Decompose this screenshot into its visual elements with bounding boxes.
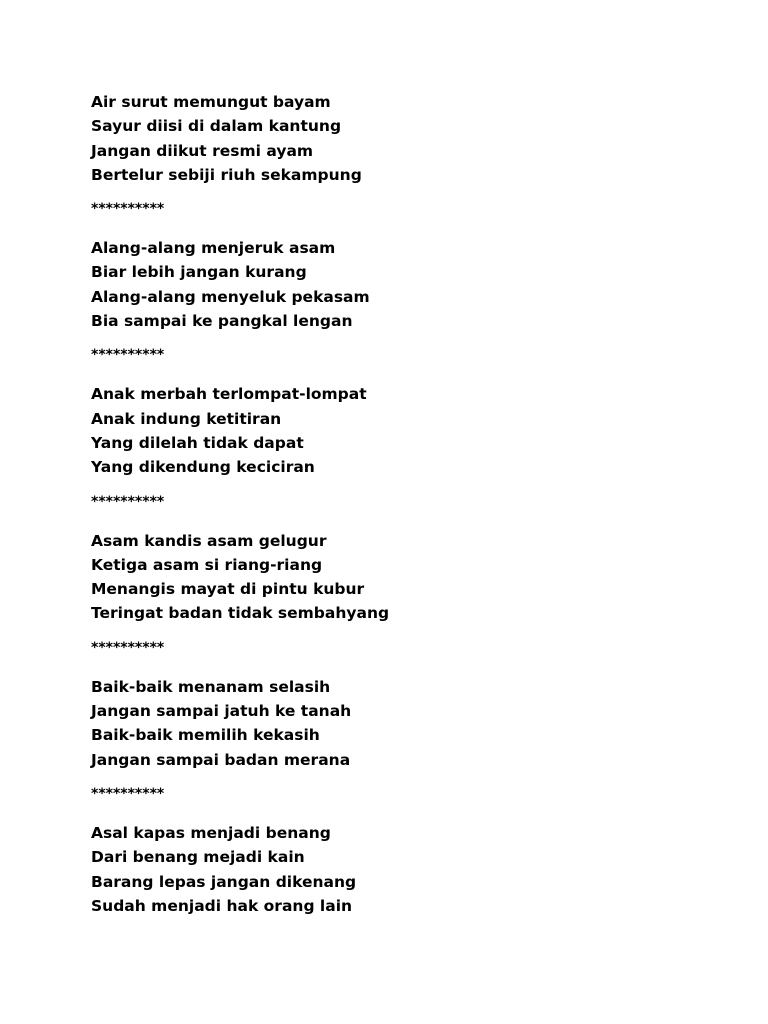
stanza-line: Alang-alang menjeruk asam xyxy=(91,239,336,258)
pantun-stanza-4 xyxy=(91,529,711,626)
stanza-line: Menangis mayat di pintu kubur xyxy=(91,580,365,599)
stanza-line: Barang lepas jangan dikenang xyxy=(91,872,357,891)
stanza-line: Baik-baik memilih kekasih xyxy=(91,726,320,745)
pantun-stanza-5 xyxy=(91,675,711,772)
stanza-line: Ketiga asam si riang-riang xyxy=(91,555,323,574)
stanza-line: Jangan sampai badan merana xyxy=(91,750,351,769)
stanza-line: Asam kandis asam gelugur xyxy=(91,531,327,550)
stanza-line: Anak indung ketitiran xyxy=(91,409,282,428)
stanza-line: Yang dikendung keciciran xyxy=(91,458,315,477)
stanza-line: Dari benang mejadi kain xyxy=(91,848,305,867)
stanza-line: Sayur diisi di dalam kantung xyxy=(91,117,342,136)
stanza-line: Yang dilelah tidak dapat xyxy=(91,433,304,452)
stanza-line: Asal kapas menjadi benang xyxy=(91,823,331,842)
stanza-line: Jangan diikut resmi ayam xyxy=(91,141,314,160)
stanza-line: Bia sampai ke pangkal lengan xyxy=(91,312,353,331)
document-page xyxy=(91,90,711,918)
stanza-separator: ********** xyxy=(91,785,165,802)
stanza-line: Anak merbah terlompat-lompat xyxy=(91,385,367,404)
stanza-line: Biar lebih jangan kurang xyxy=(91,263,307,282)
stanza-line: Alang-alang menyeluk pekasam xyxy=(91,287,370,306)
stanza-line: Baik-baik menanam selasih xyxy=(91,677,331,696)
stanza-line: Sudah menjadi hak orang lain xyxy=(91,896,353,915)
stanza-line: Teringat badan tidak sembahyang xyxy=(91,604,390,623)
stanza-line: Air surut memungut bayam xyxy=(91,93,331,111)
pantun-stanza-1 xyxy=(91,90,711,187)
stanza-line: Bertelur sebiji riuh sekampung xyxy=(91,165,362,184)
stanza-separator: ********** xyxy=(91,493,165,510)
stanza-separator: ********** xyxy=(91,347,165,364)
stanza-separator: ********** xyxy=(91,639,165,656)
pantun-stanza-2 xyxy=(91,236,711,333)
stanza-separator: ********** xyxy=(91,201,165,218)
pantun-stanza-6 xyxy=(91,821,711,918)
pantun-stanza-3 xyxy=(91,382,711,479)
stanza-line: Jangan sampai jatuh ke tanah xyxy=(91,702,352,721)
